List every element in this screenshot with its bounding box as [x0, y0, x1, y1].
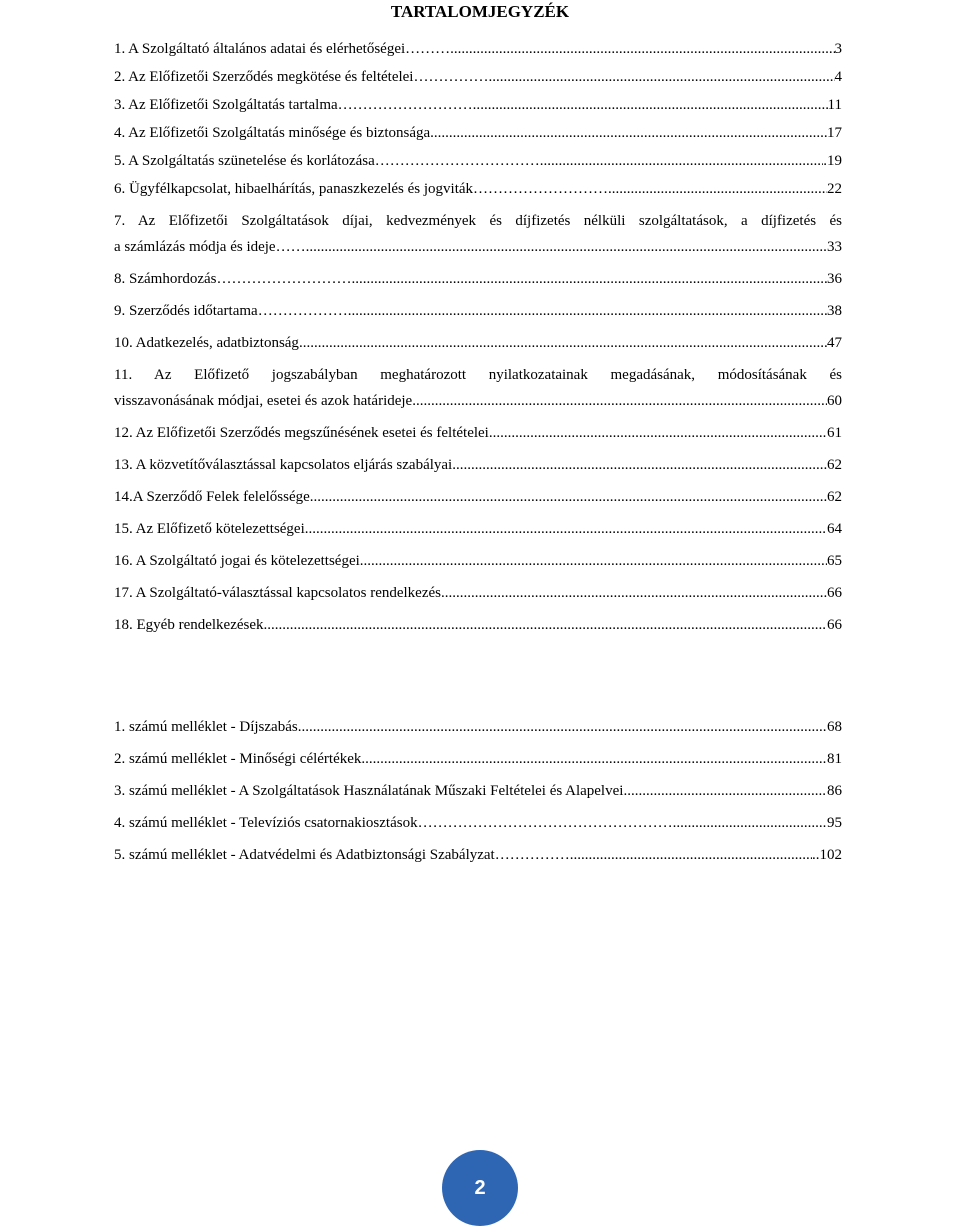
toc-entry[interactable]: 7. Az Előfizetői Szolgáltatások díjai, kedvezmények és díjfizetés nélküli szolgáltatások, a díjfizetés és a számlázás módja és ideje……. ..... 33	[114, 208, 842, 260]
toc-entry[interactable]: 15. Az Előfizető kötelezettségei ..... 64	[114, 516, 842, 542]
annex-list	[114, 714, 842, 868]
annex-entry[interactable]: 4. számú melléklet - Televíziós csatornakiosztások…………………………………………….. ..... 95	[114, 810, 842, 836]
annex-entry[interactable]: 3. számú melléklet - A Szolgáltatások Használatának Műszaki Feltételei és Alapelvei ..... 86	[114, 778, 842, 804]
annex-entry[interactable]: 5. számú melléklet - Adatvédelmi és Adatbiztonsági Szabályzat…………… ..... ..102	[114, 842, 842, 868]
toc-entry[interactable]: 1. A Szolgáltató általános adatai és elérhetőségei……… ..... 3	[114, 36, 842, 62]
toc-entry[interactable]: 17. A Szolgáltató-választással kapcsolatos rendelkezés ..... 66	[114, 580, 842, 606]
page-number-badge: 2	[442, 1150, 518, 1226]
toc-entry[interactable]: 5. A Szolgáltatás szünetelése és korlátozása……………………………. ..... .19	[114, 148, 842, 174]
toc-entry[interactable]: 16. A Szolgáltató jogai és kötelezettségei ..... 65	[114, 548, 842, 574]
page-title: TARTALOMJEGYZÉK	[390, 2, 570, 21]
toc-entry[interactable]: 3. Az Előfizetői Szolgáltatás tartalma……………………….. ..... 11	[114, 92, 842, 118]
toc-entry[interactable]: 14.A Szerződő Felek felelőssége ..... 62	[114, 484, 842, 510]
toc-entry[interactable]: 11. Az Előfizető jogszabályban meghatározott nyilatkozatainak megadásának, módosításának és visszavonásának módjai, esetei és azok határideje ..... 60	[114, 362, 842, 414]
toc-entry[interactable]: 2. Az Előfizetői Szerződés megkötése és feltételei…………… ..... 4	[114, 64, 842, 90]
toc-entry[interactable]: 4. Az Előfizetői Szolgáltatás minősége és biztonsága ..... 17	[114, 120, 842, 146]
annex-entry[interactable]: 2. számú melléklet - Minőségi célértékek ..... 81	[114, 746, 842, 772]
annex-entry[interactable]: 1. számú melléklet - Díjszabás ..... 68	[114, 714, 842, 740]
toc-entry[interactable]: 9. Szerződés időtartama……………… ..... 38	[114, 298, 842, 324]
toc-entry[interactable]: 6. Ügyfélkapcsolat, hibaelhárítás, panaszkezelés és jogviták……………………… ..... 22	[114, 176, 842, 202]
toc-entry[interactable]: 13. A közvetítőválasztással kapcsolatos eljárás szabályai ..... 62	[114, 452, 842, 478]
toc-entry[interactable]: 10. Adatkezelés, adatbiztonság ..... 47	[114, 330, 842, 356]
toc-list	[114, 36, 842, 638]
toc-entry[interactable]: 8. Számhordozás……………………… ..... 36	[114, 266, 842, 292]
toc-entry[interactable]: 18. Egyéb rendelkezések ..... 66	[114, 612, 842, 638]
toc-entry[interactable]: 12. Az Előfizetői Szerződés megszűnésének esetei és feltételei. ..... 61	[114, 420, 842, 446]
